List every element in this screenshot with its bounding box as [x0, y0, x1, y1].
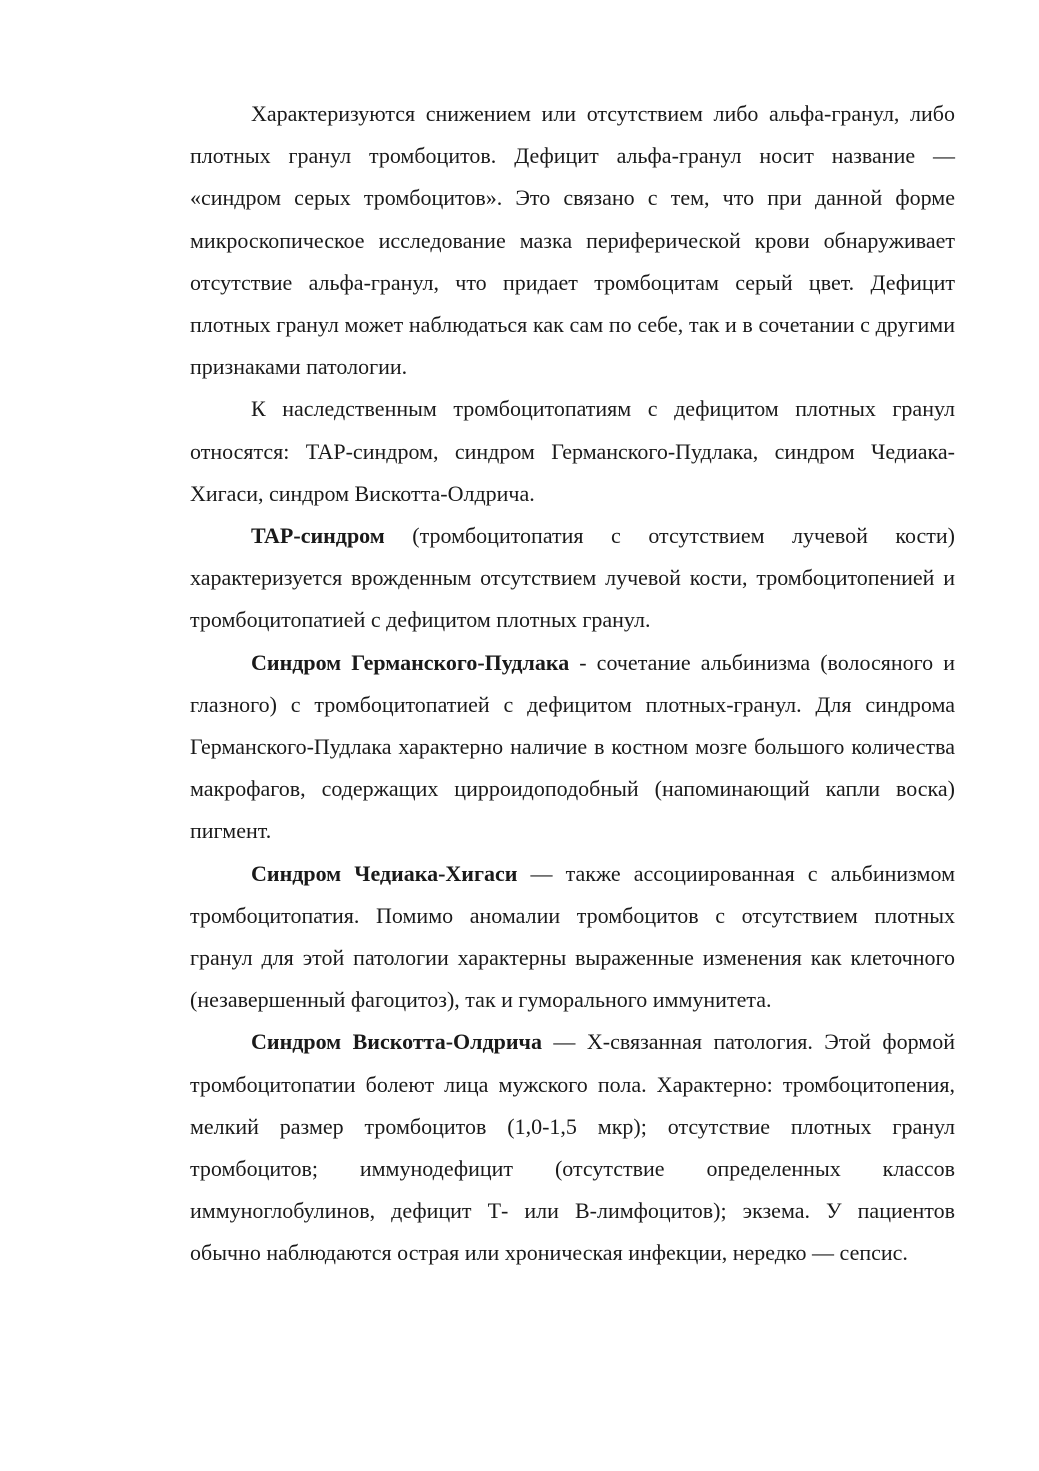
paragraph-text: Характеризуются снижением или отсутствием либо альфа-гранул, либо плотных гранул тромбоцитов. Дефицит альфа-гранул носит название — «синдром серых тромбоцитов». Это связано с тем, что при данной форме микроскопическое исследование мазка периферической крови обнаруживает отсутствие альфа-гранул, что придает тромбоцитам серый цвет. Дефицит плотных гранул может наблюдаться как сам по себе, так и в сочетании с другими признаками патологии.: [190, 101, 955, 380]
paragraph-hereditary-list: [190, 388, 955, 515]
paragraph-text: К наследственным тромбоцитопатиям с дефицитом плотных гранул относятся: TAP-синдром, синдром Германского-Пудлака, синдром Чедиака-Хигаси, синдром Вискотта-Олдрича.: [190, 396, 955, 506]
paragraph-text: (тромбоцитопатия с отсутствием лучевой кости) характеризуется врожденным отсутствием лучевой кости, тромбоцитопенией и тромбоцитопатией с дефицитом плотных гранул.: [190, 523, 955, 633]
paragraph-term: Синдром Вискотта-Олдрича: [251, 1029, 542, 1055]
paragraph-text: - сочетание альбинизма (волосяного и глазного) с тромбоцитопатией с дефицитом плотных-гранул. Для синдрома Германского-Пудлака характерно наличие в костном мозге большого количества макрофагов, содержащих цирроидоподобный (напоминающий капли воска) пигмент.: [190, 649, 955, 844]
paragraph-text: — также ассоциированная с альбинизмом тромбоцитопатия. Помимо аномалии тромбоцитов с отсутствием плотных гранул для этой патологии характерны выраженные изменения как клеточного (незавершенный фагоцитоз), так и гуморального иммунитета.: [190, 860, 955, 1013]
paragraph-hermansky-pudlak: [190, 642, 955, 853]
paragraph-term: Синдром Германского-Пудлака: [251, 649, 570, 675]
paragraph-term: Синдром Чедиака-Хигаси: [251, 860, 518, 886]
paragraph-tap-syndrome: [190, 515, 955, 642]
paragraph-gray-platelet: [190, 93, 955, 388]
paragraph-text: — Х-связанная патология. Этой формой тромбоцитопатии болеют лица мужского пола. Характерно: тромбоцитопения, мелкий размер тромбоцитов (1,0-1,5 мкр); отсутствие плотных гранул тромбоцитов; иммунодефицит (отсутствие определенных классов иммуноглобулинов, дефицит Т- или В-лимфоцитов); экзема. У пациентов обычно наблюдаются острая или хроническая инфекции, нередко — сепсис.: [190, 1029, 956, 1266]
paragraph-term: TAP-синдром: [251, 523, 385, 549]
document-page: [190, 93, 955, 1275]
paragraph-wiskott-aldrich: [190, 1021, 955, 1274]
paragraph-chediak-higashi: [190, 853, 955, 1022]
